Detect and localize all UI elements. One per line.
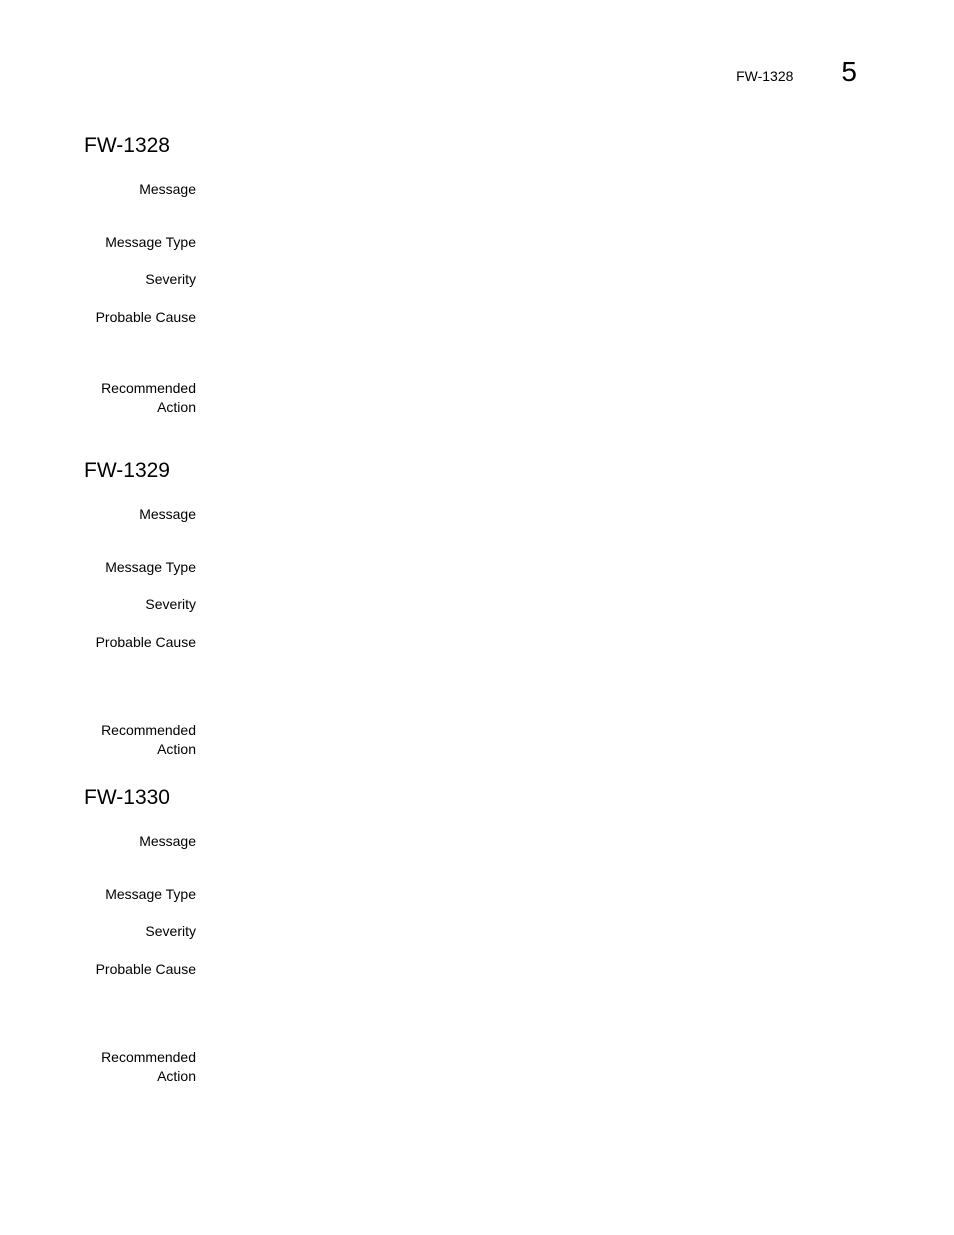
message-label: Message	[139, 833, 196, 849]
message-label: Message	[139, 506, 196, 522]
probable-cause-label: Probable Cause	[95, 634, 196, 650]
recommended-action-label-line2: Action	[157, 399, 196, 415]
probable-cause-label: Probable Cause	[95, 309, 196, 325]
severity-label: Severity	[145, 596, 196, 612]
chapter-number: 5	[841, 56, 857, 87]
severity-label: Severity	[145, 923, 196, 939]
recommended-action-label-line1: Recommended	[101, 1049, 196, 1065]
recommended-action-label	[36, 379, 196, 417]
message-label: Message	[139, 181, 196, 197]
recommended-action-label-line2: Action	[157, 741, 196, 757]
recommended-action-label-line1: Recommended	[101, 380, 196, 396]
running-title: FW-1328	[736, 68, 794, 84]
recommended-action-label	[36, 1048, 196, 1086]
entry-title: FW-1328	[84, 134, 170, 157]
running-header	[736, 56, 857, 88]
recommended-action-label-line2: Action	[157, 1068, 196, 1084]
recommended-action-label	[36, 721, 196, 759]
message-type-label: Message Type	[105, 559, 196, 575]
severity-label: Severity	[145, 271, 196, 287]
recommended-action-label-line1: Recommended	[101, 722, 196, 738]
entry-title: FW-1330	[84, 786, 170, 809]
entry-title: FW-1329	[84, 459, 170, 482]
message-type-label: Message Type	[105, 234, 196, 250]
message-type-label: Message Type	[105, 886, 196, 902]
probable-cause-label: Probable Cause	[95, 961, 196, 977]
